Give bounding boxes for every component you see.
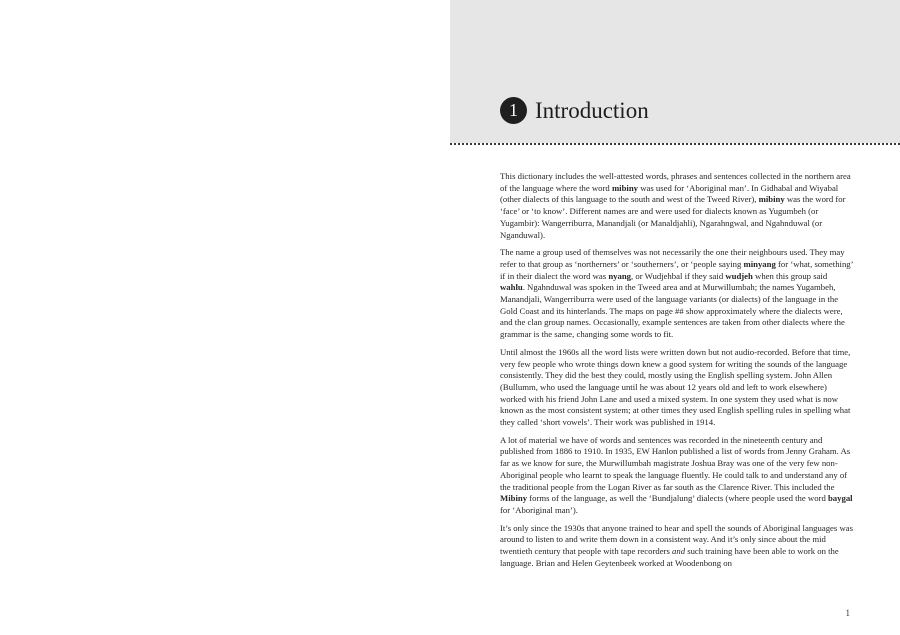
text-run: when this group said <box>752 270 828 281</box>
dotted-divider <box>450 143 900 145</box>
bold-term: wahlu <box>500 282 523 293</box>
bold-term: nyang <box>608 270 632 281</box>
bold-term: mibiny <box>758 194 785 205</box>
chapter-number-badge: 1 <box>500 97 527 124</box>
text-run: forms of the language, as well the ‘Bundjalung’ dialects (where people used the word <box>527 493 828 504</box>
text-run: for ‘what, something’ if in their dialect the word was <box>500 258 853 281</box>
chapter-title: Introduction <box>535 97 649 123</box>
text-run: . Ngahnduwal was spoken in the Tweed area and at Murwillumbah; the names Yugambeh, Manandjali, Wangerriburra were used of the language variants (or dialects) of the language in the Gold Coast and its hinterlands. The maps on page ## show approximately where the dialects were, and the clan group names. Occasionally, example sentences are taken from other dialects where the grammar is the same, changing some words to fit. <box>500 282 845 340</box>
text-run: was the word for ‘face’ or ‘to know’. Different names are and were used for dialects known as Yugumbeh (or Yugambir): Wangerriburra, Manandjali (or Manaldjahli), Ngarahngwal, and Ngahnduwal (or Nganduwal). <box>500 194 846 240</box>
bold-term: mibiny <box>611 182 639 193</box>
bold-term: wudjeh <box>725 270 753 281</box>
page-number: 1 <box>845 608 850 618</box>
bold-term: Mibiny <box>500 493 528 504</box>
paragraph <box>500 247 853 341</box>
right-page <box>450 0 900 635</box>
paragraph <box>500 171 853 241</box>
text-run: Until almost the 1960s all the word lists were written down but not audio-recorded. Before that time, very few people who wrote things down knew a good system for writing the sounds of the language consistently. They did the best they could, mostly using the English spelling system. John Allen (Bullumm, who used the language until he was about 12 years old and left to work elsewhere) worked with his friend John Lane and used a mixed system. In one system they used what is now known as the most consistent system; at other times they used English spelling rules in spelling what they called ‘short vowels’. Their work was published in 1914. <box>500 346 851 428</box>
paragraph <box>500 435 853 517</box>
text-run: This dictionary includes the well-attested words, phrases and sentences collected in the northern area of the language where the word <box>500 171 851 193</box>
paragraph <box>500 523 853 570</box>
text-run: The name a group used of themselves was not necessarily the one their neighbours used. They may refer to that group as ‘northerners’ or ‘southerners’, or ‘people saying <box>500 247 845 269</box>
text-run: , or Wudjehbal if they said <box>631 270 726 281</box>
bold-term: minyang <box>743 258 776 269</box>
text-run: was used for ‘Aboriginal man’. In Gidhabal and Wiyabal (other dialects of this language to the south and west of the Tweed River), <box>500 182 839 205</box>
text-run: for ‘Aboriginal man’). <box>500 504 578 515</box>
body-text <box>500 171 853 576</box>
text-run: It’s only since the 1930s that anyone trained to hear and spell the sounds of Aboriginal languages was around to listen to and write them down in a consistent way. And it’s only since about the mid twentieth century that people with tape recorders <box>500 522 853 557</box>
bold-term: baygal <box>827 493 853 504</box>
text-run: such training have been able to work on the language. Brian and Helen Geytenbeek worked at Woodenbong on <box>500 546 839 568</box>
paragraph <box>500 347 853 429</box>
chapter-heading <box>500 92 649 128</box>
italic-word: and <box>672 546 686 557</box>
text-run: A lot of material we have of words and sentences was recorded in the nineteenth century and published from 1886 to 1910. In 1935, EW Hanlon published a list of words from Jenny Graham. As far as we know for sure, the Murwillumbah magistrate Joshua Bray was one of the very few non-Aboriginal people who learnt to speak the language fluently. He could talk to and understand any of the traditional people from the Logan River as far south as the Clarence River. This included the <box>500 434 851 492</box>
